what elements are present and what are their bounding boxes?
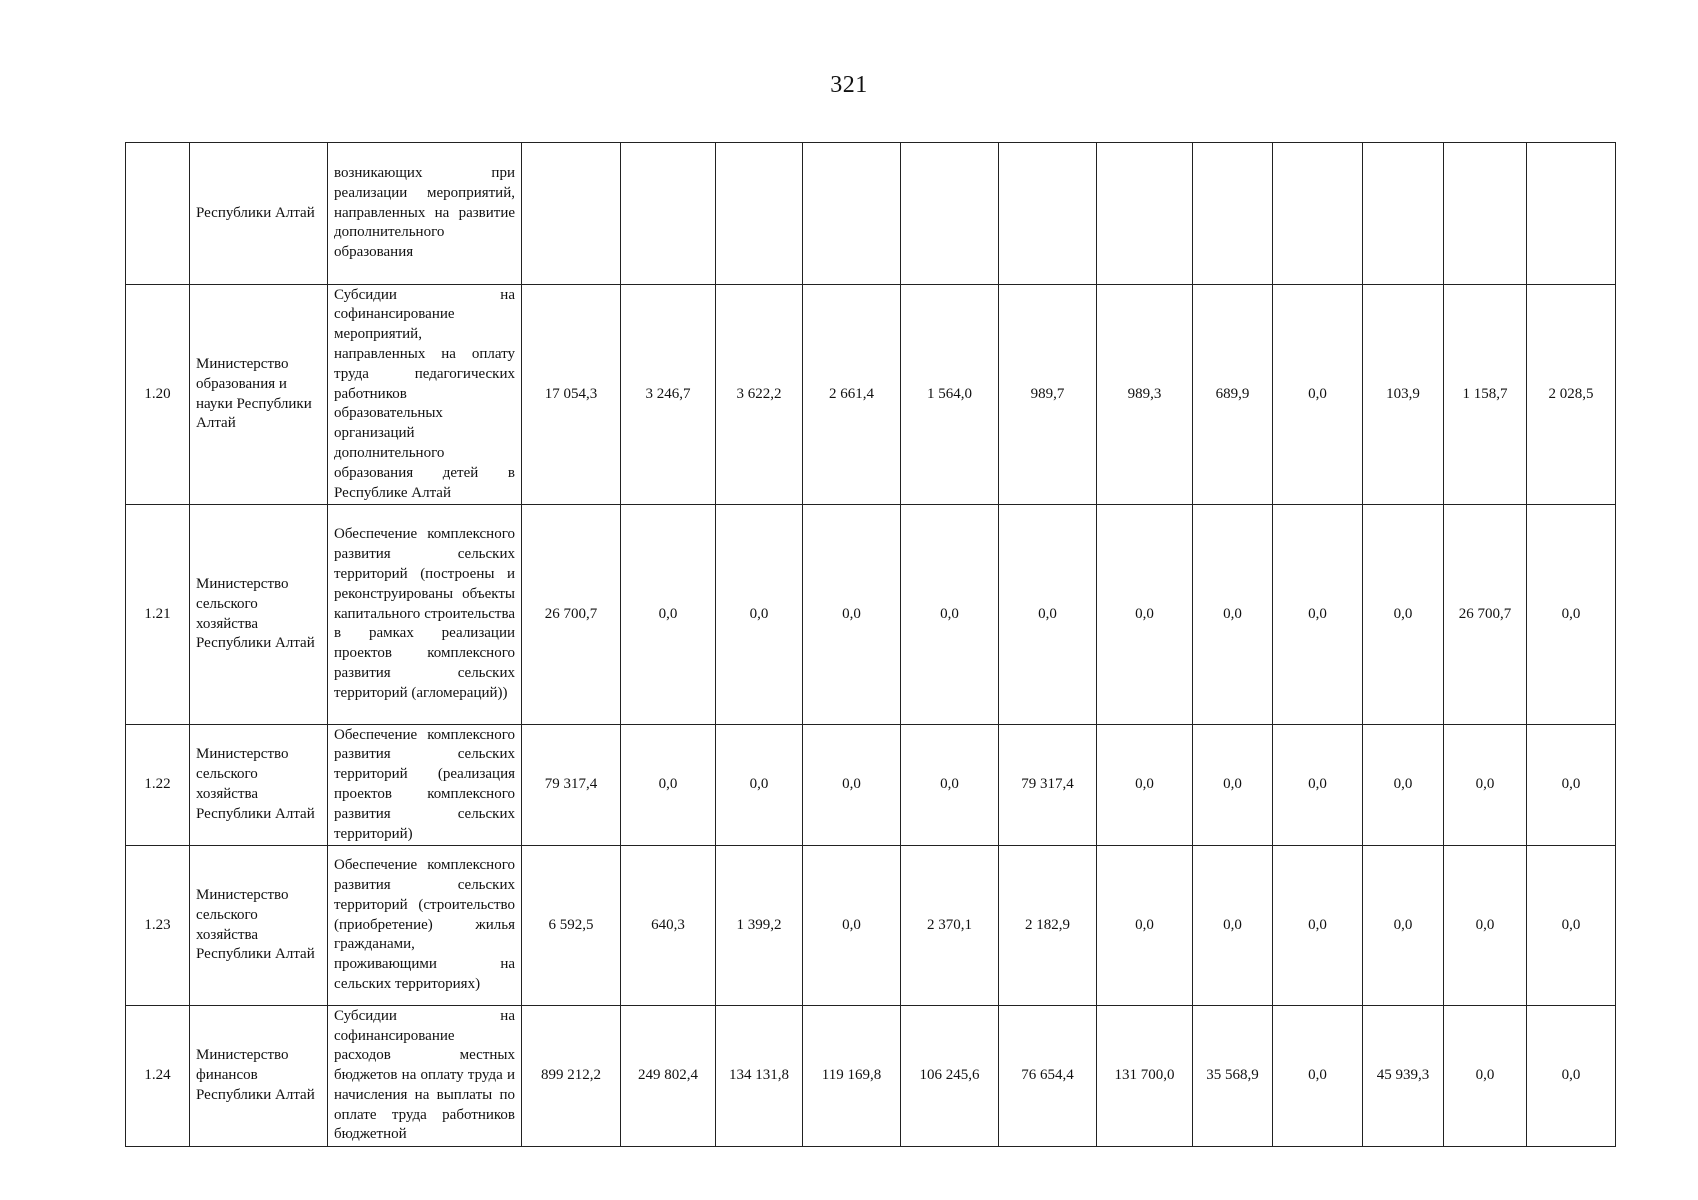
value-cell (1444, 143, 1527, 285)
value-cell: 989,7 (999, 285, 1097, 505)
value-cell: 103,9 (1363, 285, 1444, 505)
row-id-cell: 1.23 (126, 846, 190, 1006)
value-cell: 76 654,4 (999, 1006, 1097, 1147)
value-cell: 0,0 (1527, 1006, 1616, 1147)
executor-cell: Министерство финансов Республики Алтай (190, 1006, 328, 1147)
value-cell: 0,0 (1273, 725, 1363, 846)
value-cell: 0,0 (1363, 725, 1444, 846)
value-cell: 0,0 (1363, 505, 1444, 725)
value-cell (803, 143, 901, 285)
value-cell: 0,0 (901, 505, 999, 725)
value-cell: 1 158,7 (1444, 285, 1527, 505)
table-row (126, 1006, 1616, 1147)
value-cell: 0,0 (803, 846, 901, 1006)
value-cell (621, 143, 716, 285)
value-cell: 0,0 (1273, 1006, 1363, 1147)
executor-cell: Министерство сельского хозяйства Республики Алтай (190, 725, 328, 846)
description-cell: Обеспечение комплексного развития сельских территорий (строительство (приобретение) жилья гражданами, проживающими на сельских территориях) (328, 846, 522, 1006)
budget-table (125, 142, 1616, 1147)
value-cell: 106 245,6 (901, 1006, 999, 1147)
value-cell: 0,0 (1193, 846, 1273, 1006)
value-cell: 1 399,2 (716, 846, 803, 1006)
description-cell: Обеспечение комплексного развития сельских территорий (реализация проектов комплексного развития сельских территорий) (328, 725, 522, 846)
value-cell: 2 182,9 (999, 846, 1097, 1006)
value-cell: 0,0 (1193, 725, 1273, 846)
value-cell: 0,0 (1444, 725, 1527, 846)
value-cell: 0,0 (1273, 285, 1363, 505)
row-id-cell: 1.20 (126, 285, 190, 505)
value-cell: 1 564,0 (901, 285, 999, 505)
value-cell-total: 17 054,3 (522, 285, 621, 505)
value-cell (1193, 143, 1273, 285)
description-cell: возникающих при реализации мероприятий, направленных на развитие дополнительного образования (328, 143, 522, 285)
value-cell: 0,0 (1097, 505, 1193, 725)
value-cell (1273, 143, 1363, 285)
value-cell: 119 169,8 (803, 1006, 901, 1147)
value-cell-total (522, 143, 621, 285)
value-cell: 0,0 (1273, 505, 1363, 725)
value-cell: 0,0 (1097, 846, 1193, 1006)
value-cell: 45 939,3 (1363, 1006, 1444, 1147)
value-cell (1363, 143, 1444, 285)
value-cell: 0,0 (803, 505, 901, 725)
value-cell: 3 622,2 (716, 285, 803, 505)
value-cell: 2 370,1 (901, 846, 999, 1006)
table-row (126, 725, 1616, 846)
table-row (126, 143, 1616, 285)
table-row (126, 285, 1616, 505)
value-cell: 79 317,4 (999, 725, 1097, 846)
value-cell: 989,3 (1097, 285, 1193, 505)
value-cell: 0,0 (1273, 846, 1363, 1006)
value-cell-total: 79 317,4 (522, 725, 621, 846)
value-cell: 0,0 (1527, 505, 1616, 725)
value-cell: 0,0 (1097, 725, 1193, 846)
value-cell: 0,0 (1444, 846, 1527, 1006)
value-cell (1527, 143, 1616, 285)
value-cell: 35 568,9 (1193, 1006, 1273, 1147)
value-cell: 0,0 (716, 505, 803, 725)
table-row (126, 846, 1616, 1006)
executor-cell: Министерство сельского хозяйства Республики Алтай (190, 846, 328, 1006)
description-cell: Обеспечение комплексного развития сельских территорий (построены и реконструированы объекты капитального строительства в рамках реализации проектов комплексного развития сельских территорий (агломераций)) (328, 505, 522, 725)
value-cell: 689,9 (1193, 285, 1273, 505)
value-cell: 0,0 (621, 505, 716, 725)
value-cell: 26 700,7 (1444, 505, 1527, 725)
description-cell: Субсидии на софинансирование мероприятий, направленных на оплату труда педагогических работников образовательных организаций дополнительного образования детей в Республике Алтай (328, 285, 522, 505)
value-cell: 0,0 (803, 725, 901, 846)
executor-cell: Республики Алтай (190, 143, 328, 285)
value-cell: 0,0 (1363, 846, 1444, 1006)
value-cell (1097, 143, 1193, 285)
table-row (126, 505, 1616, 725)
row-id-cell: 1.24 (126, 1006, 190, 1147)
value-cell: 249 802,4 (621, 1006, 716, 1147)
executor-cell: Министерство образования и науки Республики Алтай (190, 285, 328, 505)
value-cell: 0,0 (901, 725, 999, 846)
value-cell: 2 661,4 (803, 285, 901, 505)
value-cell: 0,0 (716, 725, 803, 846)
value-cell: 131 700,0 (1097, 1006, 1193, 1147)
value-cell (999, 143, 1097, 285)
value-cell: 0,0 (1193, 505, 1273, 725)
description-cell: Субсидии на софинансирование расходов местных бюджетов на оплату труда и начисления на выплаты по оплате труда работников бюджетной (328, 1006, 522, 1147)
row-id-cell (126, 143, 190, 285)
value-cell-total: 26 700,7 (522, 505, 621, 725)
value-cell: 2 028,5 (1527, 285, 1616, 505)
value-cell-total: 6 592,5 (522, 846, 621, 1006)
row-id-cell: 1.21 (126, 505, 190, 725)
value-cell: 640,3 (621, 846, 716, 1006)
value-cell-total: 899 212,2 (522, 1006, 621, 1147)
value-cell: 0,0 (621, 725, 716, 846)
executor-cell: Министерство сельского хозяйства Республики Алтай (190, 505, 328, 725)
row-id-cell: 1.22 (126, 725, 190, 846)
value-cell (716, 143, 803, 285)
value-cell (901, 143, 999, 285)
value-cell: 134 131,8 (716, 1006, 803, 1147)
value-cell: 0,0 (999, 505, 1097, 725)
page-number: 321 (830, 72, 868, 98)
value-cell: 0,0 (1527, 846, 1616, 1006)
value-cell: 0,0 (1444, 1006, 1527, 1147)
value-cell: 3 246,7 (621, 285, 716, 505)
value-cell: 0,0 (1527, 725, 1616, 846)
